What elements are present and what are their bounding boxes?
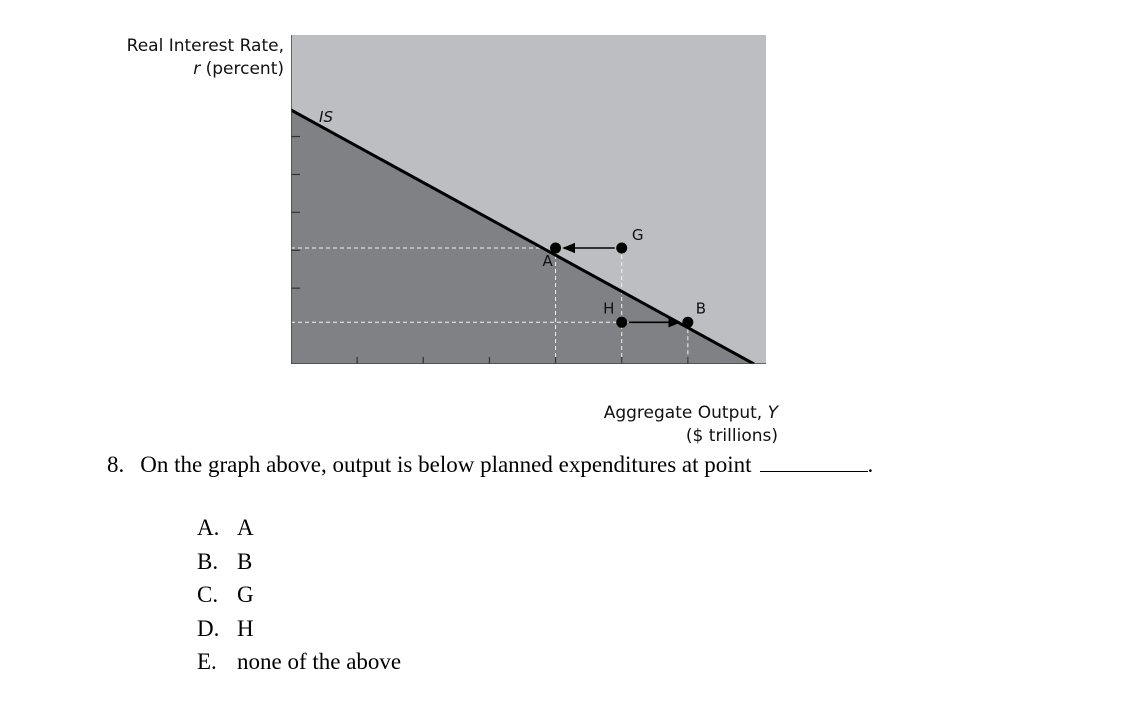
question [107, 452, 873, 478]
y-axis-title-line1: Real Interest Rate, [126, 36, 284, 56]
point-label-g: G [631, 225, 644, 244]
option-text: A [237, 515, 254, 540]
option-text: none of the above [237, 649, 402, 674]
question-number: 8. [107, 452, 125, 477]
x-axis-title-line1: Aggregate Output, [603, 403, 763, 423]
x-axis-unit: ($ trillions) [685, 426, 778, 446]
series-label-is: IS [319, 108, 333, 126]
point-h [616, 317, 627, 328]
option-text: G [237, 582, 254, 607]
point-label-h: H [603, 299, 615, 318]
option-text: H [237, 615, 254, 641]
x-axis-title [604, 402, 778, 448]
option-letter: D. [197, 615, 220, 641]
point-label-a: A [542, 251, 553, 270]
point-b [682, 317, 693, 328]
option-letter: C. [197, 582, 219, 607]
option-letter: A. [197, 515, 220, 540]
x-axis-variable: Y [767, 403, 778, 423]
option-letter: B. [197, 548, 219, 574]
question-text: On the graph above, output is below planned expenditures at point [140, 452, 752, 477]
y-axis-unit: (percent) [205, 59, 284, 79]
option-a[interactable] [197, 511, 401, 545]
option-e[interactable] [197, 645, 401, 679]
y-axis-title [127, 35, 284, 81]
option-c[interactable] [197, 578, 401, 612]
option-b[interactable] [197, 545, 401, 579]
point-label-b: B [695, 299, 707, 318]
answer-blank [760, 453, 868, 472]
answer-options [197, 511, 401, 679]
question-end: . [867, 452, 874, 477]
option-text: B [237, 548, 253, 574]
point-g [616, 242, 627, 253]
option-letter: E. [197, 649, 217, 674]
option-d[interactable] [197, 612, 401, 646]
y-axis-variable: r [193, 59, 201, 79]
